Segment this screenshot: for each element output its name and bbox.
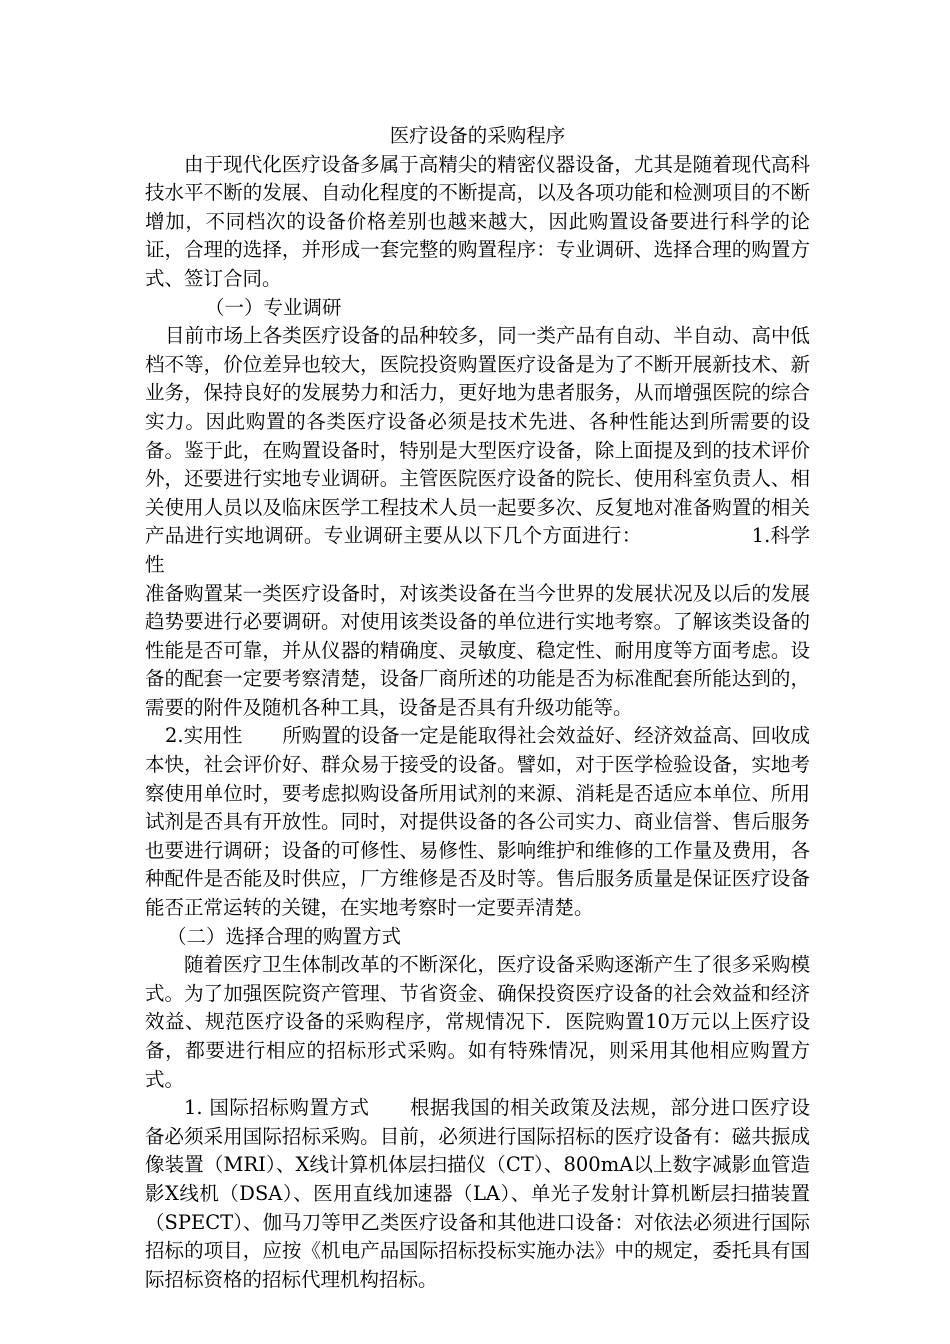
research-paragraph (145, 322, 810, 579)
practical-paragraph (145, 722, 810, 922)
item-label-scientific: 1.科学性 (145, 524, 810, 576)
section-heading-research: （一）专业调研 (205, 295, 342, 319)
document-title: 医疗设备的采购程序 (389, 124, 566, 147)
practical-paragraph-text: 所购置的设备一定是能取得社会效益好、经济效益高、回收成本快，社会评价好、群众易于接受的设备。譬如，对于医学检验设备，实地考察使用单位时，要考虑拟购设备所用试剂的来源、消耗是否适应本单位、所用试剂是否具有开放性。同时，对提供设备的各公司实力、商业信誉、售后服务也要进行调研；设备的可修性、易修性、影响维护和维修的工作量及费用，各种配件是否能及时供应，厂方维修是否及时等。售后服务质量是保证医疗设备能否正常运转的关键，在实地考察时一定要弄清楚。 (145, 724, 810, 920)
item-label-practical: 2.实用性 (165, 724, 243, 748)
international-tender-text: 根据我国的相关政策及法规，部分进口医疗设备必须采用国际招标采购。目前，必须进行国际招标的医疗设备有：磁共振成像装置（MRI）、X线计算机体层扫描仪（CT）、800mA以上数字减影血管造影X线机（DSA）、医用直线加速器（LA）、单光子发射计算机断层扫描装置（SPECT）、伽马刀等甲乙类医疗设备和其他进口设备：对依法必须进行国际招标的项目，应按《机电产品国际招标投标实施办法》中的规定，委托具有国际招标资格的招标代理机构招标。 (145, 1096, 810, 1291)
intro-paragraph: 由于现代化医疗设备多属于高精尖的精密仪器设备，尤其是随着现代高科技水平不断的发展、自动化程度的不断提高，以及各项功能和检测项目的不断增加，不同档次的设备价格差别也越来越大，因此购置设备要进行科学的论证，合理的选择，并形成一套完整的购置程序：专业调研、选择合理的购置方式、签订合同。 (145, 152, 810, 290)
international-tender-paragraph (145, 1094, 810, 1294)
section-heading-purchase-method: （二）选择合理的购置方式 (167, 924, 402, 948)
research-paragraph-text: 目前市场上各类医疗设备的品种较多，同一类产品有自动、半自动、高中低档不等，价位差异也较大，医院投资购置医疗设备是为了不断开展新技术、新业务，保持良好的发展势力和活力，更好地为患者服务，从而增强医院的综合实力。因此购置的各类医疗设备必须是技术先进、各种性能达到所需要的设备。鉴于此，在购置设备时，特别是大型医疗设备，除上面提及到的技术评价外，还要进行实地专业调研。主管医院医疗设备的院长、使用科室负责人、相关使用人员以及临床医学工程技术人员一起要多次、反复地对准备购置的相关产品进行实地调研。专业调研主要从以下几个方面进行： (145, 324, 810, 548)
scientific-paragraph: 准备购置某一类医疗设备时，对该类设备在当今世界的发展状况及以后的发展趋势要进行必要调研。对使用该类设备的单位进行实地考察。了解该类设备的性能是否可靠，并从仪器的精确度、灵敏度、稳定性、耐用度等方面考虑。设备的配套一定要考察清楚，设备厂商所述的功能是否为标准配套所能达到的，需要的附件及随机各种工具，设备是否具有升级功能等。 (145, 581, 810, 719)
document-body (145, 122, 810, 1294)
purchase-method-paragraph: 随着医疗卫生体制改革的不断深化，医疗设备采购逐渐产生了很多采购模式。为了加强医院资产管理、节省资金、确保投资医疗设备的社会效益和经济效益、规范医疗设备的采购程序，常规情况下．医院购置10万元以上医疗设备，都要进行相应的招标形式采购。如有特殊情况，则采用其他相应购置方式。 (145, 953, 810, 1091)
item-label-international-tender: 1. 国际招标购置方式 (184, 1096, 370, 1120)
